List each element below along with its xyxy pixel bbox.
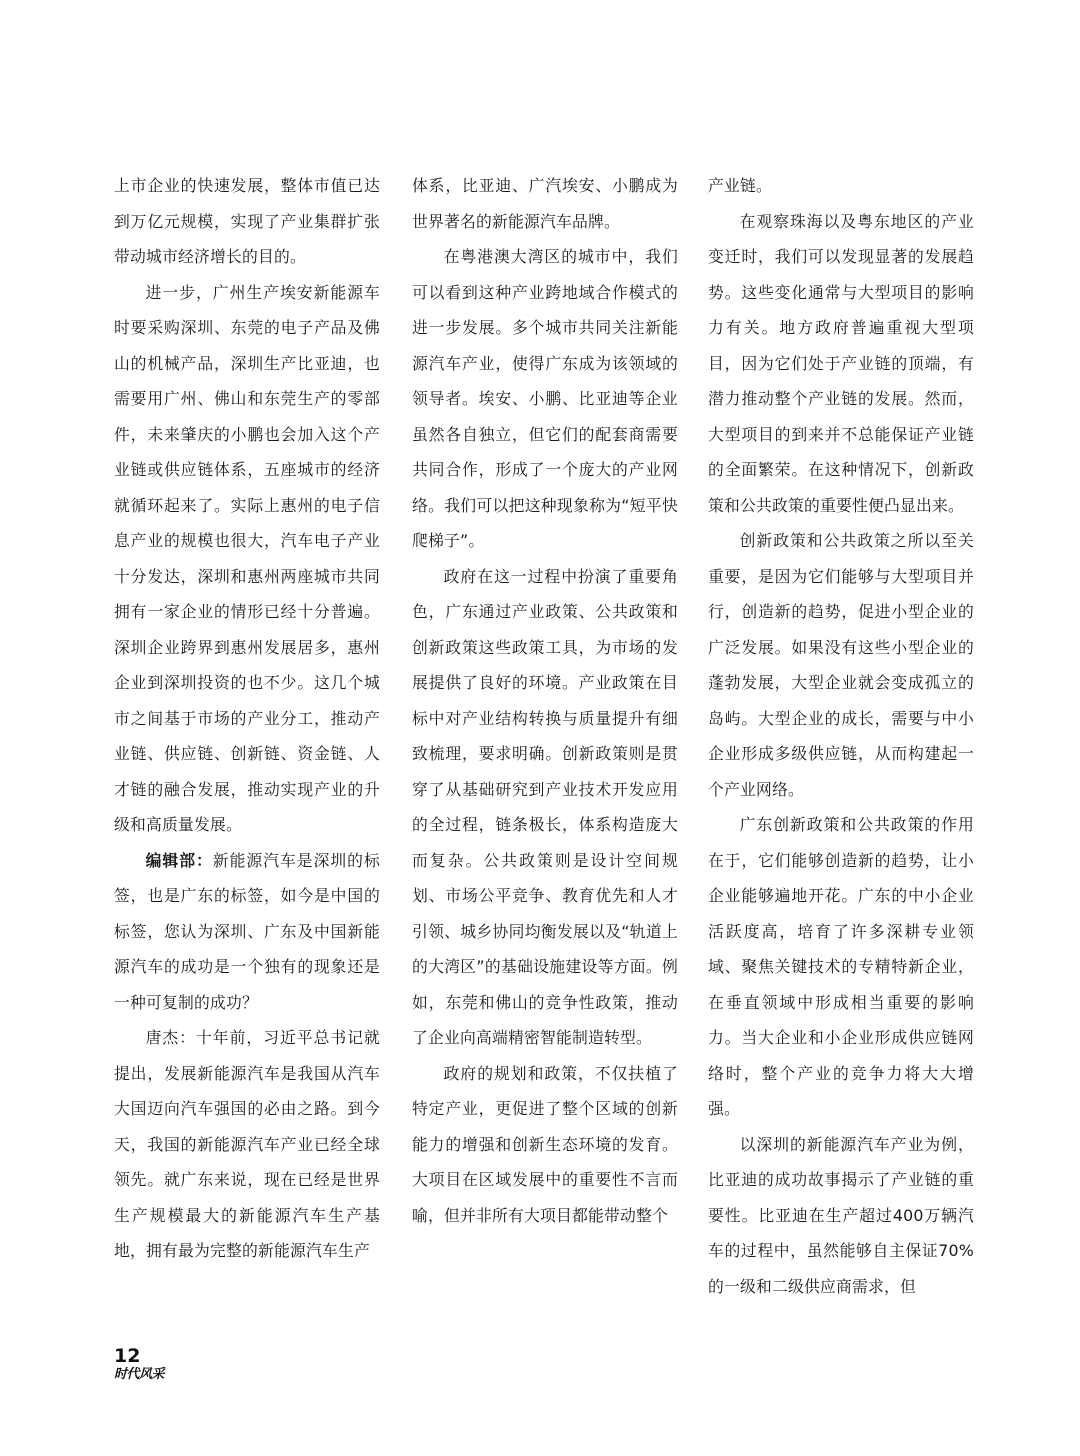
paragraph: 在粤港澳大湾区的城市中，我们可以看到这种产业跨地域合作模式的进一步发展。多个城市共同关注新能源汽车产业，使得广东成为该领域的领导者。埃安、小鹏、比亚迪等企业虽然各自独立，但它们的配套商需要共同合作，形成了一个庞大的产业网络。我们可以把这种现象称为“短平快爬梯子”。 [412, 247, 678, 550]
paragraph: 上市企业的快速发展，整体市值已达到万亿元规模，实现了产业集群扩张带动城市经济增长的目的。 [114, 176, 380, 266]
page-footer [114, 1346, 164, 1382]
article-column-2 [412, 168, 678, 1233]
magazine-logo: 时代风采 [114, 1367, 165, 1382]
article-column-3 [708, 168, 974, 1304]
paragraph: 广东创新政策和公共政策的作用在于，它们能够创造新的趋势，让小企业能够遍地开花。广东的中小企业活跃度高，培育了许多深耕专业领域、聚焦关键技术的专精特新企业，在垂直领域中形成相当重要的影响力。当大企业和小企业形成供应链网络时，整个产业的竞争力将大大增强。 [708, 815, 974, 1118]
paragraph: 在观察珠海以及粤东地区的产业变迁时，我们可以发现显著的发展趋势。这些变化通常与大型项目的影响力有关。地方政府普遍重视大型项目，因为它们处于产业链的顶端，有潜力推动整个产业链的发展。然而，大型项目的到来并不总能保证产业链的全面繁荣。在这种情况下，创新政策和公共政策的重要性便凸显出来。 [708, 211, 974, 515]
paragraph: 进一步，广州生产埃安新能源车时要采购深圳、东莞的电子产品及佛山的机械产品，深圳生产比亚迪，也需要用广州、佛山和东莞生产的零部件，未来肇庆的小鹏也会加入这个产业链或供应链体系，五座城市的经济就循环起来了。实际上惠州的电子信息产业的规模也很大，汽车电子产业十分发达，深圳和惠州两座城市共同拥有一家企业的情形已经十分普遍。深圳企业跨界到惠州发展居多，惠州企业到深圳投资的也不少。这几个城市之间基于市场的产业分工，推动产业链、供应链、创新链、资金链、人才链的融合发展，推动实现产业的升级和高质量发展。 [114, 282, 380, 834]
paragraph: 体系，比亚迪、广汽埃安、小鹏成为世界著名的新能源汽车品牌。 [412, 176, 678, 231]
paragraph: 产业链。 [708, 176, 772, 195]
paragraph: 创新政策和公共政策之所以至关重要，是因为它们能够与大型项目并行，创造新的趋势，促进小型企业的广泛发展。如果没有这些小型企业的蓬勃发展，大型企业就会变成孤立的岛屿。大型企业的成长，需要与中小企业形成多级供应链，从而构建起一个产业网络。 [708, 531, 974, 799]
article-column-1 [114, 168, 380, 1269]
page-number: 12 [114, 1345, 141, 1367]
paragraph: 唐杰：十年前，习近平总书记就提出，发展新能源汽车是我国从汽车大国迈向汽车强国的必由之路。到今天，我国的新能源汽车产业已经全球领先。就广东来说，现在已经是世界生产规模最大的新能源汽车生产基地，拥有最为完整的新能源汽车生产 [114, 1028, 380, 1260]
paragraph: 以深圳的新能源汽车产业为例，比亚迪的成功故事揭示了产业链的重要性。比亚迪在生产超过400万辆汽车的过程中，虽然能够自主保证70%的一级和二级供应商需求，但 [708, 1134, 974, 1296]
question-text: 新能源汽车是深圳的标签，也是广东的标签，如今是中国的标签，您认为深圳、广东及中国新能源汽车的成功是一个独有的现象还是一种可复制的成功？ [114, 850, 380, 1012]
interview-question [114, 843, 380, 1021]
paragraph: 政府在这一过程中扮演了重要角色，广东通过产业政策、公共政策和创新政策这些政策工具，为市场的发展提供了良好的环境。产业政策在目标中对产业结构转换与质量提升有细致梳理，要求明确。创新政策则是贯穿了从基础研究到产业技术开发应用的全过程，链条极长，体系构造庞大而复杂。公共政策则是设计空间规划、市场公平竞争、教育优先和人才引领、城乡协同均衡发展以及“轨道上的大湾区”的基础设施建设等方面。例如，东莞和佛山的竞争性政策，推动了企业向高端精密智能制造转型。 [412, 566, 678, 1047]
paragraph: 政府的规划和政策，不仅扶植了特定产业，更促进了整个区域的创新能力的增强和创新生态环境的发育。大项目在区域发展中的重要性不言而喻，但并非所有大项目都能带动整个 [412, 1063, 678, 1225]
speaker-label: 编辑部： [145, 850, 213, 870]
